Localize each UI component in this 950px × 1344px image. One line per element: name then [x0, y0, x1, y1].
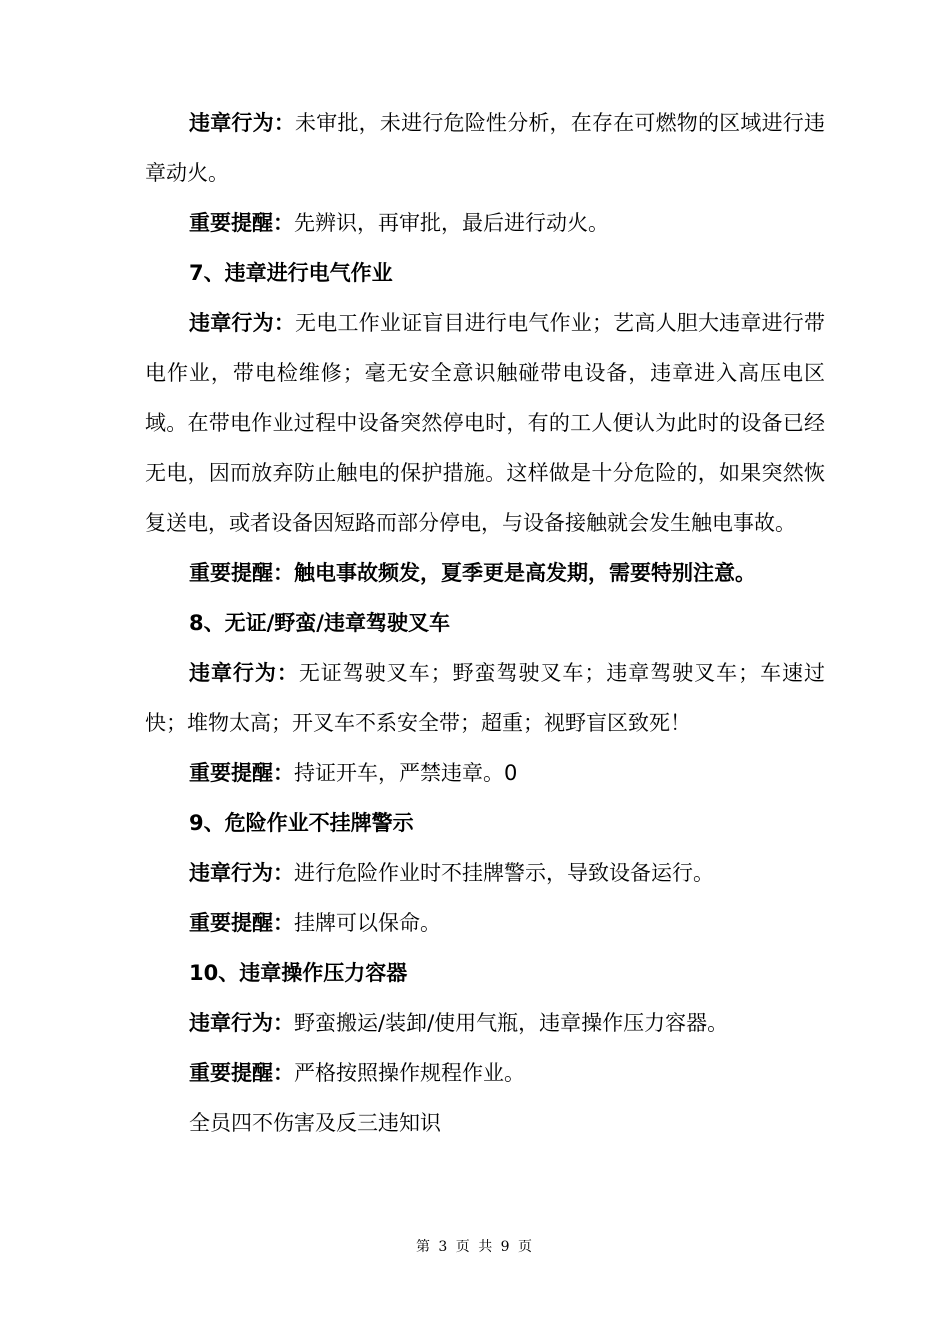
paragraph-reminder-hot-work: [145, 198, 825, 248]
paragraph-text: 野蛮搬运/装卸/使用气瓶，违章操作压力容器。: [294, 1011, 729, 1035]
paragraph-violation-hot-work: [145, 98, 825, 198]
paragraph-text: 严格按照操作规程作业。: [294, 1061, 525, 1085]
document-body: [145, 98, 825, 1148]
paragraph-reminder-electrical: [145, 548, 825, 598]
violation-label: 违章行为：: [189, 111, 296, 135]
paragraph-text: 进行危险作业时不挂牌警示，导致设备运行。: [294, 861, 714, 885]
reminder-label: 重要提醒：: [189, 761, 294, 785]
section-heading-9: 9、危险作业不挂牌警示: [189, 811, 414, 835]
paragraph-text: 无证驾驶叉车；野蛮驾驶叉车；违章驾驶叉车；车速过快；堆物太高；开叉车不系安全带；超重；视野盲区致死！: [145, 661, 826, 735]
violation-label: 违章行为：: [189, 861, 294, 885]
reminder-label: 重要提醒：: [189, 911, 294, 935]
reminder-label: 重要提醒：: [189, 561, 294, 585]
paragraph-text: 挂牌可以保命。: [294, 911, 441, 935]
paragraph-violation-forklift: [145, 648, 825, 748]
section-heading-8: 8、无证/野蛮/违章驾驶叉车: [189, 611, 450, 635]
paragraph-violation-electrical: [145, 298, 825, 548]
paragraph-reminder-pressure-vessel: [145, 1048, 825, 1098]
reminder-label: 重要提醒：: [189, 211, 294, 235]
paragraph-closing-title: 全员四不伤害及反三违知识: [189, 1111, 441, 1135]
section-heading-7: 7、违章进行电气作业: [189, 261, 393, 285]
paragraph-reminder-tagging: [145, 898, 825, 948]
paragraph-text-bold: 触电事故频发，夏季更是高发期，需要特别注意。: [294, 561, 756, 585]
violation-label: 违章行为：: [189, 1011, 294, 1035]
reminder-label: 重要提醒：: [189, 1061, 294, 1085]
paragraph-reminder-forklift: [145, 748, 825, 798]
paragraph-text: 先辨识，再审批，最后进行动火。: [294, 211, 609, 235]
section-heading-10: 10、违章操作压力容器: [189, 961, 408, 985]
paragraph-text: 未审批，未进行危险性分析，在存在可燃物的区域进行违章动火。: [145, 111, 826, 185]
violation-label: 违章行为：: [189, 661, 299, 685]
paragraph-text: 无电工作业证盲目进行电气作业；艺高人胆大违章进行带电作业，带电检维修；毫无安全意识触碰带电设备，违章进入高压电区域。在带电作业过程中设备突然停电时，有的工人便认为此时的设备已经无电，因而放弃防止触电的保护措施。这样做是十分危险的，如果突然恢复送电，或者设备因短路而部分停电，与设备接触就会发生触电事故。: [145, 311, 826, 535]
violation-label: 违章行为：: [189, 311, 296, 335]
paragraph-violation-pressure-vessel: [145, 998, 825, 1048]
paragraph-text: 持证开车，严禁违章。0: [294, 761, 518, 785]
paragraph-violation-tagging: [145, 848, 825, 898]
page-number-footer: 第 3 页 共 9 页: [415, 1239, 535, 1255]
